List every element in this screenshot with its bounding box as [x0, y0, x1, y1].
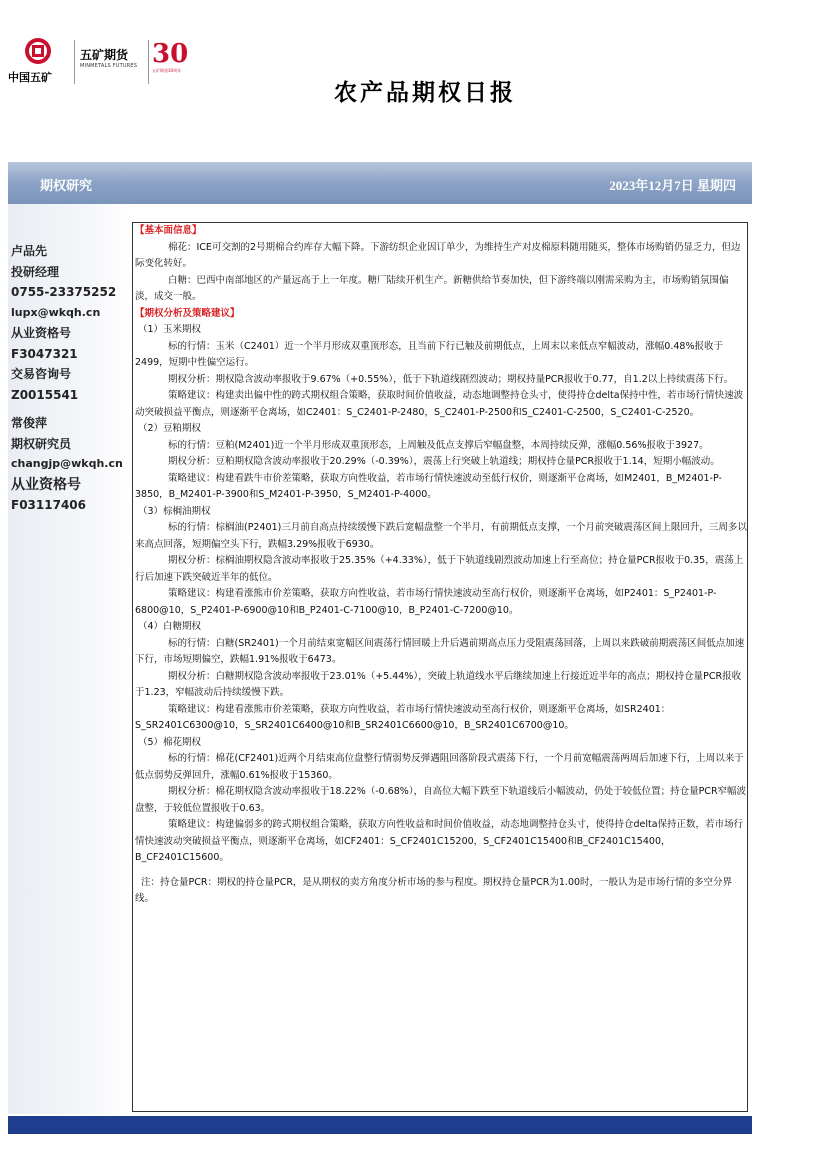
- cotton-trend: 标的行情：棉花(CF2401)近两个月结束高位盘整行情弱势反弹遇阻回落阶段式震荡下行，一个月前宽幅震荡两周后加速下行，上周以来于低点弱势反弹回升，涨幅0.61%报收于15360。: [135, 753, 744, 781]
- minmetals-futures-logo: [80, 46, 137, 69]
- sugar-title: （4）白糖期权: [138, 621, 202, 632]
- palm-trend: 标的行情：棕榈油(P2401)三月前自高点持续缓慢下跌后宽幅盘整一个半月，有前期低点支撑，一个月前突破震荡区间上限回升，三周多以来高点回落，短期偏空头下行，跌幅3.29%报收于6930。: [135, 522, 747, 550]
- analyst-role: 期权研究员: [11, 436, 72, 451]
- soymeal-title: （2）豆粕期权: [138, 423, 202, 434]
- anniversary-logo: [152, 40, 192, 74]
- analyst-email: changjp@wkqh.cn: [11, 457, 123, 470]
- analyst-cert: F3047321: [11, 346, 78, 361]
- soymeal-analysis: 期权分析：豆粕期权隐含波动率报收于20.29%（-0.39%），震荡上行突破上轨道线；期权持仓量PCR报收于1.14，短期小幅波动。: [168, 456, 720, 467]
- report-title: 农产品期权日报: [334, 79, 516, 106]
- palm-strategy: 策略建议：构建看涨熊市价差策略，获取方向性收益，若市场行情快速波动至高行权价，则逐渐平仓离场，如P2401：S_P2401-P-6800@10，S_P2401-P-6900@10和B_P2401-C-7100@10，B_P2401-C-7200@10。: [135, 588, 717, 616]
- analyst-sidebar: [11, 241, 129, 516]
- soymeal-strategy: 策略建议：构建看跌牛市价差策略，获取方向性收益，若市场行情快速波动至低行权价，则逐渐平仓离场，如M2401，B_M2401-P-3850，B_M2401-P-3900和S_M2401-P-3950，S_M2401-P-4000。: [135, 472, 722, 500]
- soymeal-trend: 标的行情：豆粕(M2401)近一个半月形成双重顶形态，上周触及低点支撑后窄幅盘整，本周持续反弹，涨幅0.56%报收于3927。: [168, 439, 709, 451]
- report-date: 2023年12月7日 星期四: [609, 178, 736, 193]
- basic-info-header: 【基本面信息】: [135, 225, 202, 236]
- palm-analysis: 期权分析：棕榈油期权隐含波动率报收于25.35%（+4.33%），低于下轨道线剧烈波动加速上行至高位；持仓量PCR报收于0.35，震荡上行后加速下跌突破近半年的低位。: [135, 555, 744, 583]
- pcr-note: 注：持仓量PCR：期权的持仓量PCR，是从期权的卖方角度分析市场的参与程度。期权持仓量PCR为1.00时，一般认为是市场行情的多空分界线。: [135, 876, 733, 904]
- corn-title: （1）玉米期权: [138, 324, 202, 335]
- basic-cotton: 棉花：ICE可交割的2号期棉合约库存大幅下降。下游纺织企业因订单少，为维持生产对皮棉原料随用随买，整体市场购销仍显乏力，但边际变化转好。: [135, 241, 741, 269]
- cotton-title: （5）棉花期权: [138, 736, 202, 748]
- futures-name-cn: 五矿期货: [80, 48, 129, 62]
- analyst-role: 投研经理: [11, 264, 60, 279]
- sugar-analysis: 期权分析：白糖期权隐含波动率报收于23.01%（+5.44%），突破上轨道线水平后继续加速上行接近近半年的高点；期权持仓量PCR报收于1.23，窄幅波动后持续缓慢下跌。: [135, 670, 742, 698]
- basic-sugar: 白糖：巴西中南部地区的产量远高于上一年度。糖厂陆续开机生产。新糖供给节奏加快，但下游终端以刚需采购为主，市场购销氛围偏淡，成交一般。: [135, 274, 729, 302]
- strategy-header: 【期权分析及策略建议】: [135, 307, 240, 319]
- cotton-strategy: 策略建议：构建偏弱多的跨式期权组合策略，获取方向性收益和时间价值收益，动态地调整持仓头寸，使得持仓delta保持正数，若市场行情快速波动突破损益平衡点，则逐渐平仓离场，如CF2401：S_CF2401C15200，S_CF2401C15400和B_CF2401C15400，B_CF2401C15600。: [135, 819, 744, 863]
- section-band: [8, 162, 752, 204]
- analyst-email: lupx@wkqh.cn: [11, 305, 101, 319]
- analyst-name: 常俊萍: [11, 416, 48, 430]
- section-name: 期权研究: [40, 179, 93, 194]
- analyst-cert-label: 从业资格号: [11, 326, 72, 340]
- minmetals-emblem-icon: [20, 36, 56, 66]
- analyst-name: 卢品先: [11, 244, 48, 258]
- corn-trend: 标的行情：玉米（C2401）近一个半月形成双重顶形态，且当前下行已触及前期低点，上周末以来低点窄幅波动，涨幅0.48%报收于2499，短期中性偏空运行。: [135, 340, 723, 368]
- report-body: [135, 223, 747, 908]
- anniversary-caption: 五矿期货30周年: [152, 68, 182, 73]
- cotton-analysis: 期权分析：棉花期权隐含波动率报收于18.22%（-0.68%），自高位大幅下跌至下轨道线后小幅波动，仍处于较低位置；持仓量PCR窄幅波盘整，于较低位置报收于0.63。: [135, 786, 747, 814]
- analyst-cert-label: 从业资格号: [11, 476, 81, 493]
- footer-bar: [8, 1116, 752, 1134]
- anniversary-number: 30: [152, 39, 189, 69]
- analyst-consult-label: 交易咨询号: [11, 367, 72, 381]
- sugar-strategy: 策略建议：构建看涨熊市价差策略，获取方向性收益，若市场行情快速波动至高行权价，则逐渐平仓离场，如SR2401：S_SR2401C6300@10，S_SR2401C6400@10和B_SR2401C6600@10，B_SR2401C6700@10。: [135, 703, 671, 731]
- sugar-trend: 标的行情：白糖(SR2401)一个月前结束宽幅区间震荡行情回暖上升后遇前期高点压力受阻震荡回落，上周以来跌破前期震荡区间低点加速下行，市场短期偏空，跌幅1.91%报收于6473。: [135, 637, 745, 665]
- corn-analysis: 期权分析：期权隐含波动率报收于9.67%（+0.55%），低于下轨道线剧烈波动；期权持量PCR报收于0.77，自1.2以上持续震荡下行。: [168, 373, 734, 385]
- company-name: 中国五矿: [8, 71, 52, 84]
- analyst-cert: F03117406: [11, 498, 86, 512]
- analyst-consult: Z0015541: [11, 387, 79, 402]
- analyst-phone: 0755-23375252: [11, 285, 117, 299]
- palm-title: （3）棕榈油期权: [138, 505, 211, 517]
- corn-strategy: 策略建议：构建卖出偏中性的跨式期权组合策略，获取时间价值收益，动态地调整持仓头寸，使得持仓delta保持中性，若市场行情快速波动突破损益平衡点，则逐渐平仓离场，如C2401：S_C2401-P-2480，S_C2401-P-2500和S_C2401-C-2500，S_C2401-C-2520。: [135, 390, 744, 418]
- futures-name-en: MINMETALS FUTURES: [80, 63, 138, 69]
